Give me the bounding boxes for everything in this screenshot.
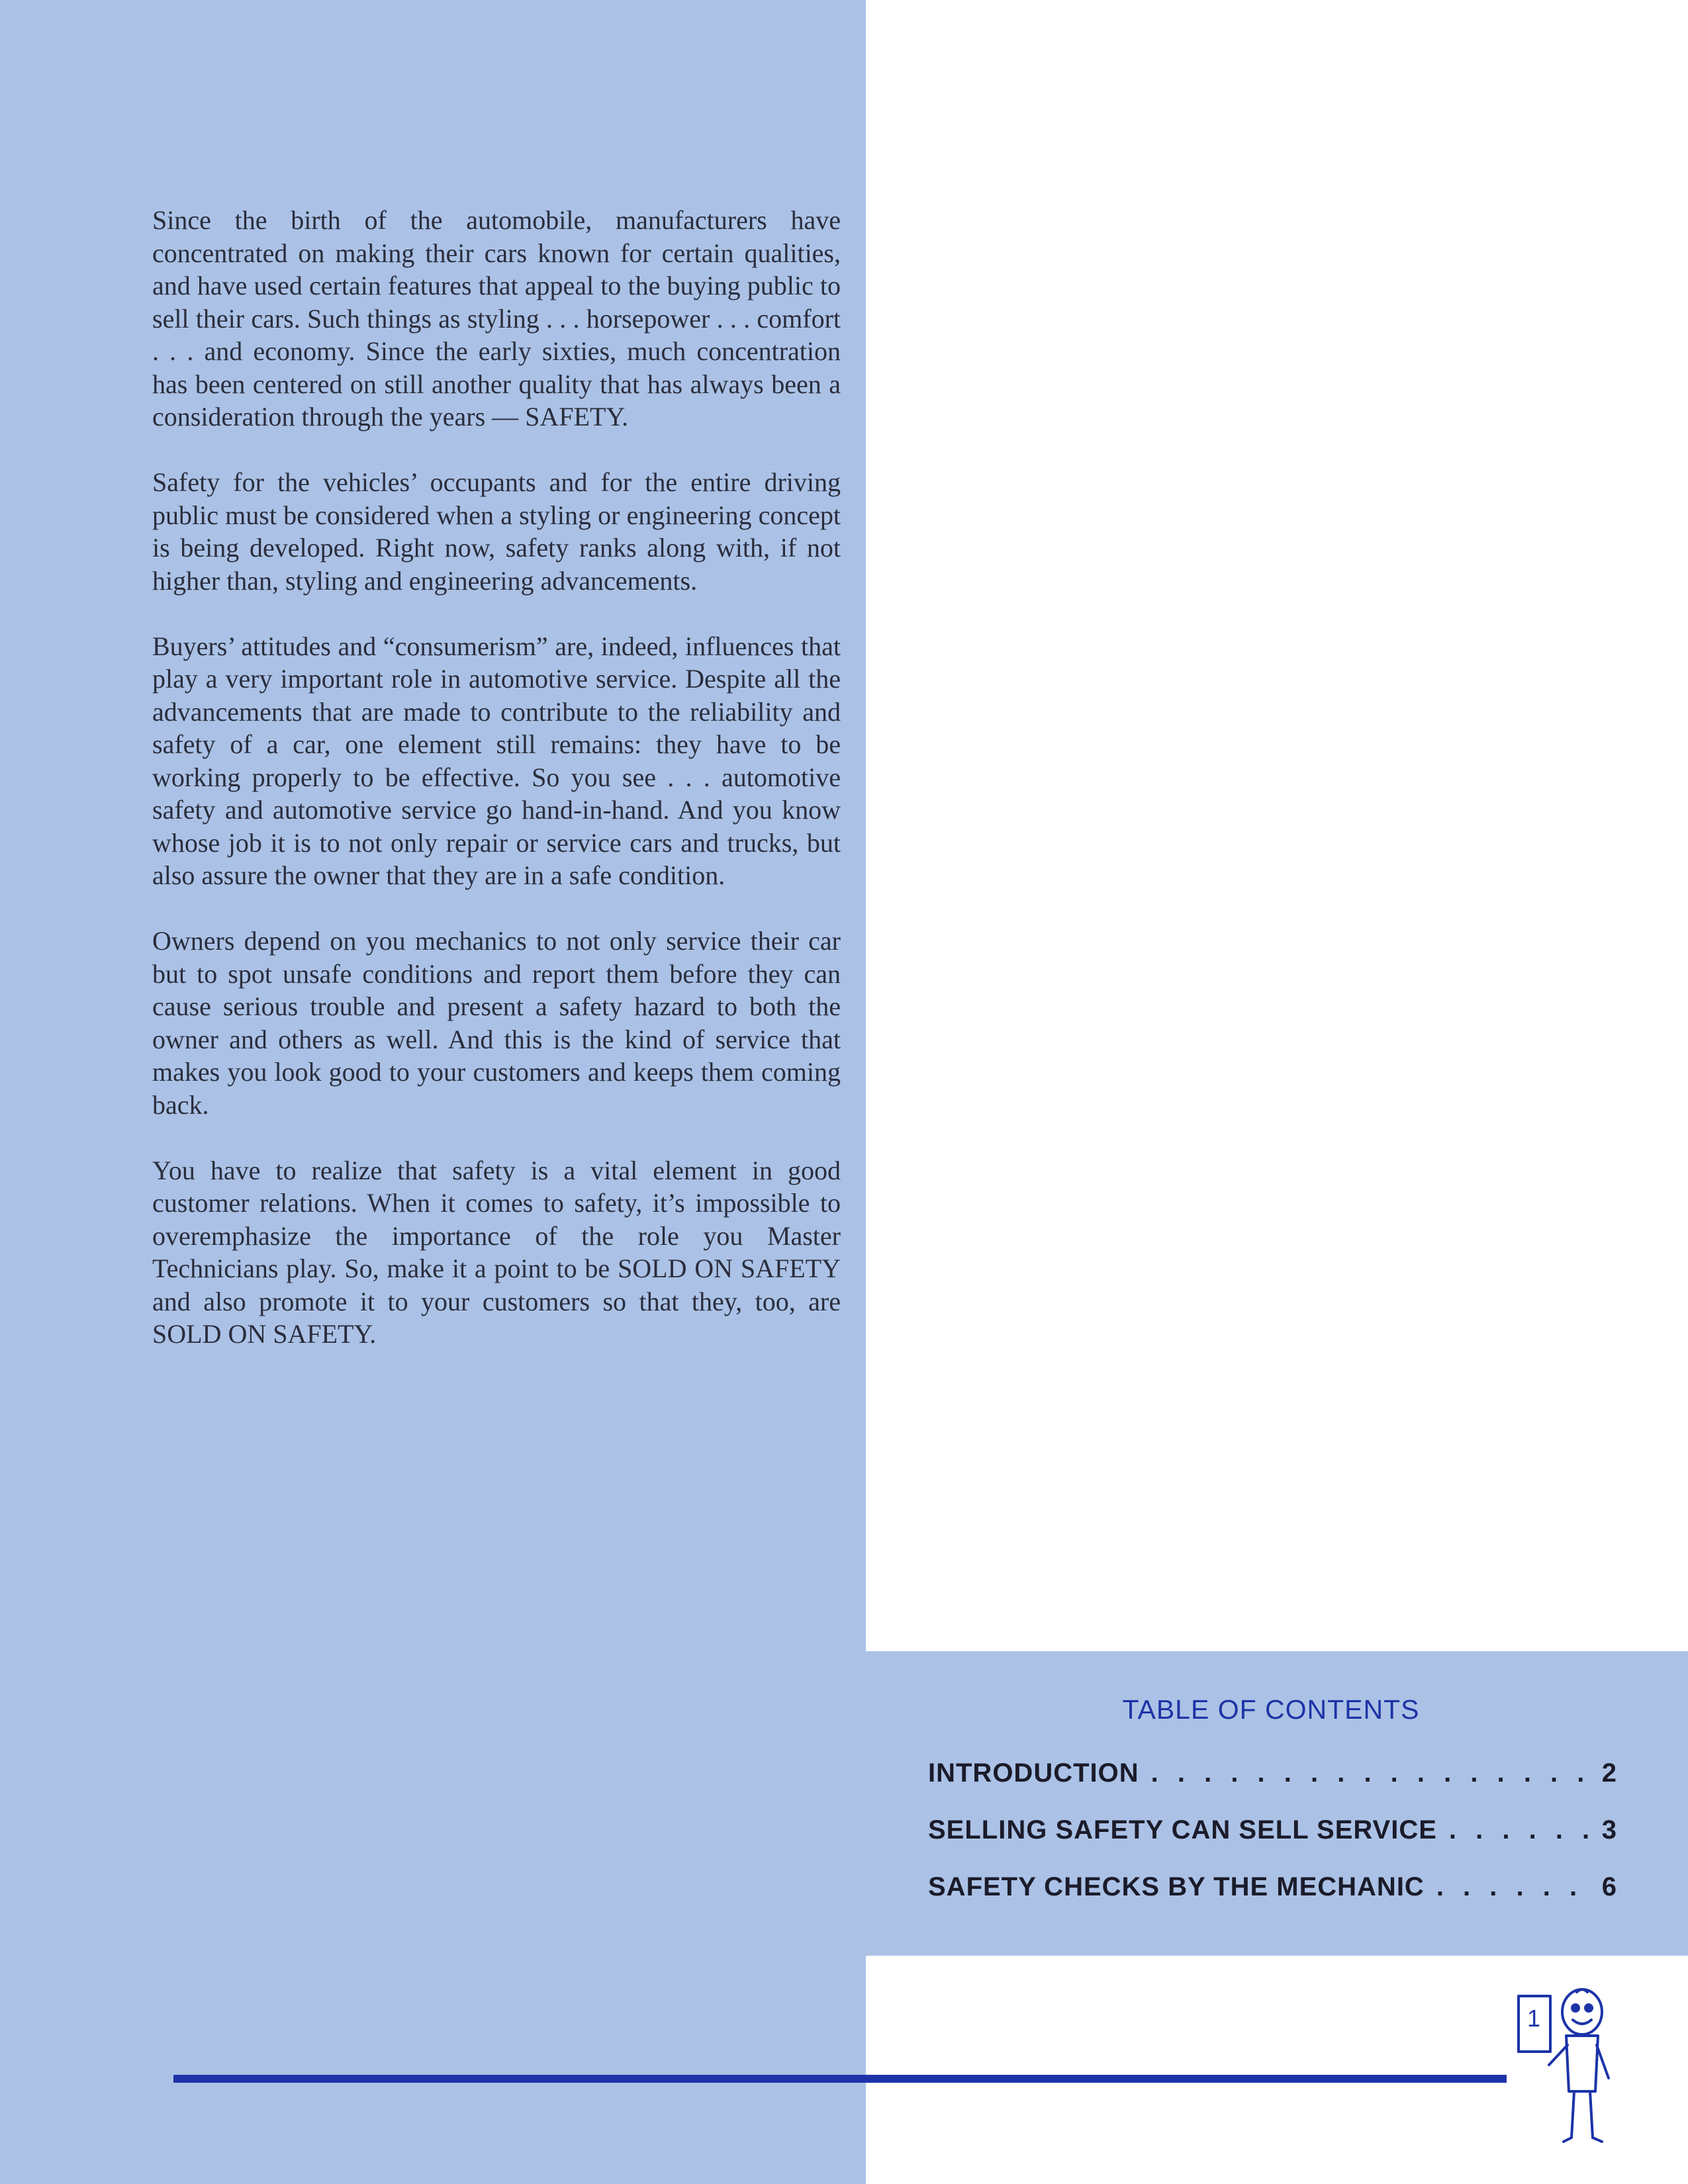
- toc-entry-introduction[interactable]: [928, 1758, 1617, 1815]
- toc-leader-dots: [1449, 1815, 1593, 1845]
- toc-entry-label: INTRODUCTION: [928, 1758, 1139, 1788]
- toc-entry-page: 6: [1601, 1872, 1617, 1901]
- paragraph-2: Safety for the vehicles’ occupants and for the entire driving public must be considered when a styling or engineering concept is being developed. Right now, safety ranks along with, if not higher than, styling and engineering advancements.: [152, 467, 841, 596]
- footer-rule: [173, 2075, 1507, 2083]
- toc-title: TABLE OF CONTENTS: [1122, 1694, 1420, 1725]
- toc-leader-dots: [1436, 1872, 1593, 1902]
- toc-entry-safety-checks[interactable]: [928, 1872, 1617, 1929]
- toc-entry-page: 2: [1601, 1758, 1617, 1788]
- table-of-contents: [928, 1758, 1617, 1929]
- paragraph-4: Owners depend on you mechanics to not only service their car but to spot unsafe conditions and report them before they can cause serious trouble and present a safety hazard to both the owner and others as well. And this is the kind of service that makes you look good to your customers and keeps them coming back.: [152, 926, 841, 1120]
- toc-entry-page: 3: [1601, 1815, 1617, 1844]
- body-text: [152, 204, 841, 1383]
- toc-leader-dots: [1151, 1758, 1593, 1788]
- paragraph-5: You have to realize that safety is a vital element in good customer relations. When it comes to safety, it’s impossible to overemphasize the importance of the role you Master Technicians play. So, make it a point to be SOLD ON SAFETY and also promote it to your customers so that they, too, are SOLD ON SAFETY.: [152, 1155, 841, 1349]
- toc-entry-label: SAFETY CHECKS BY THE MECHANIC: [928, 1872, 1425, 1901]
- paragraph-3: Buyers’ attitudes and “consumerism” are, indeed, influences that play a very important role in automotive service. Despite all the advancements that are made to contribute to the reliability and safety of a car, one element still remains: they have to be working properly to be effective. So you see . . . automotive safety and automotive service go hand-in-hand. And you know whose job it is to not only repair or service cars and trucks, but also assure the owner that they are in a safe condition.: [152, 631, 841, 890]
- paragraph-1: Since the birth of the automobile, manufacturers have concentrated on making their cars known for certain qualities, and have used certain features that appeal to the buying public to sell their cars. Such things as styling . . . horsepower . . . comfort . . . and economy. Since the early sixties, much concentration has been centered on still another quality that has always been a consideration through the years — SAFETY.: [152, 205, 841, 432]
- toc-entry-label: SELLING SAFETY CAN SELL SERVICE: [928, 1815, 1437, 1844]
- toc-entry-selling-safety[interactable]: [928, 1815, 1617, 1872]
- page-number: 1: [1526, 2005, 1541, 2032]
